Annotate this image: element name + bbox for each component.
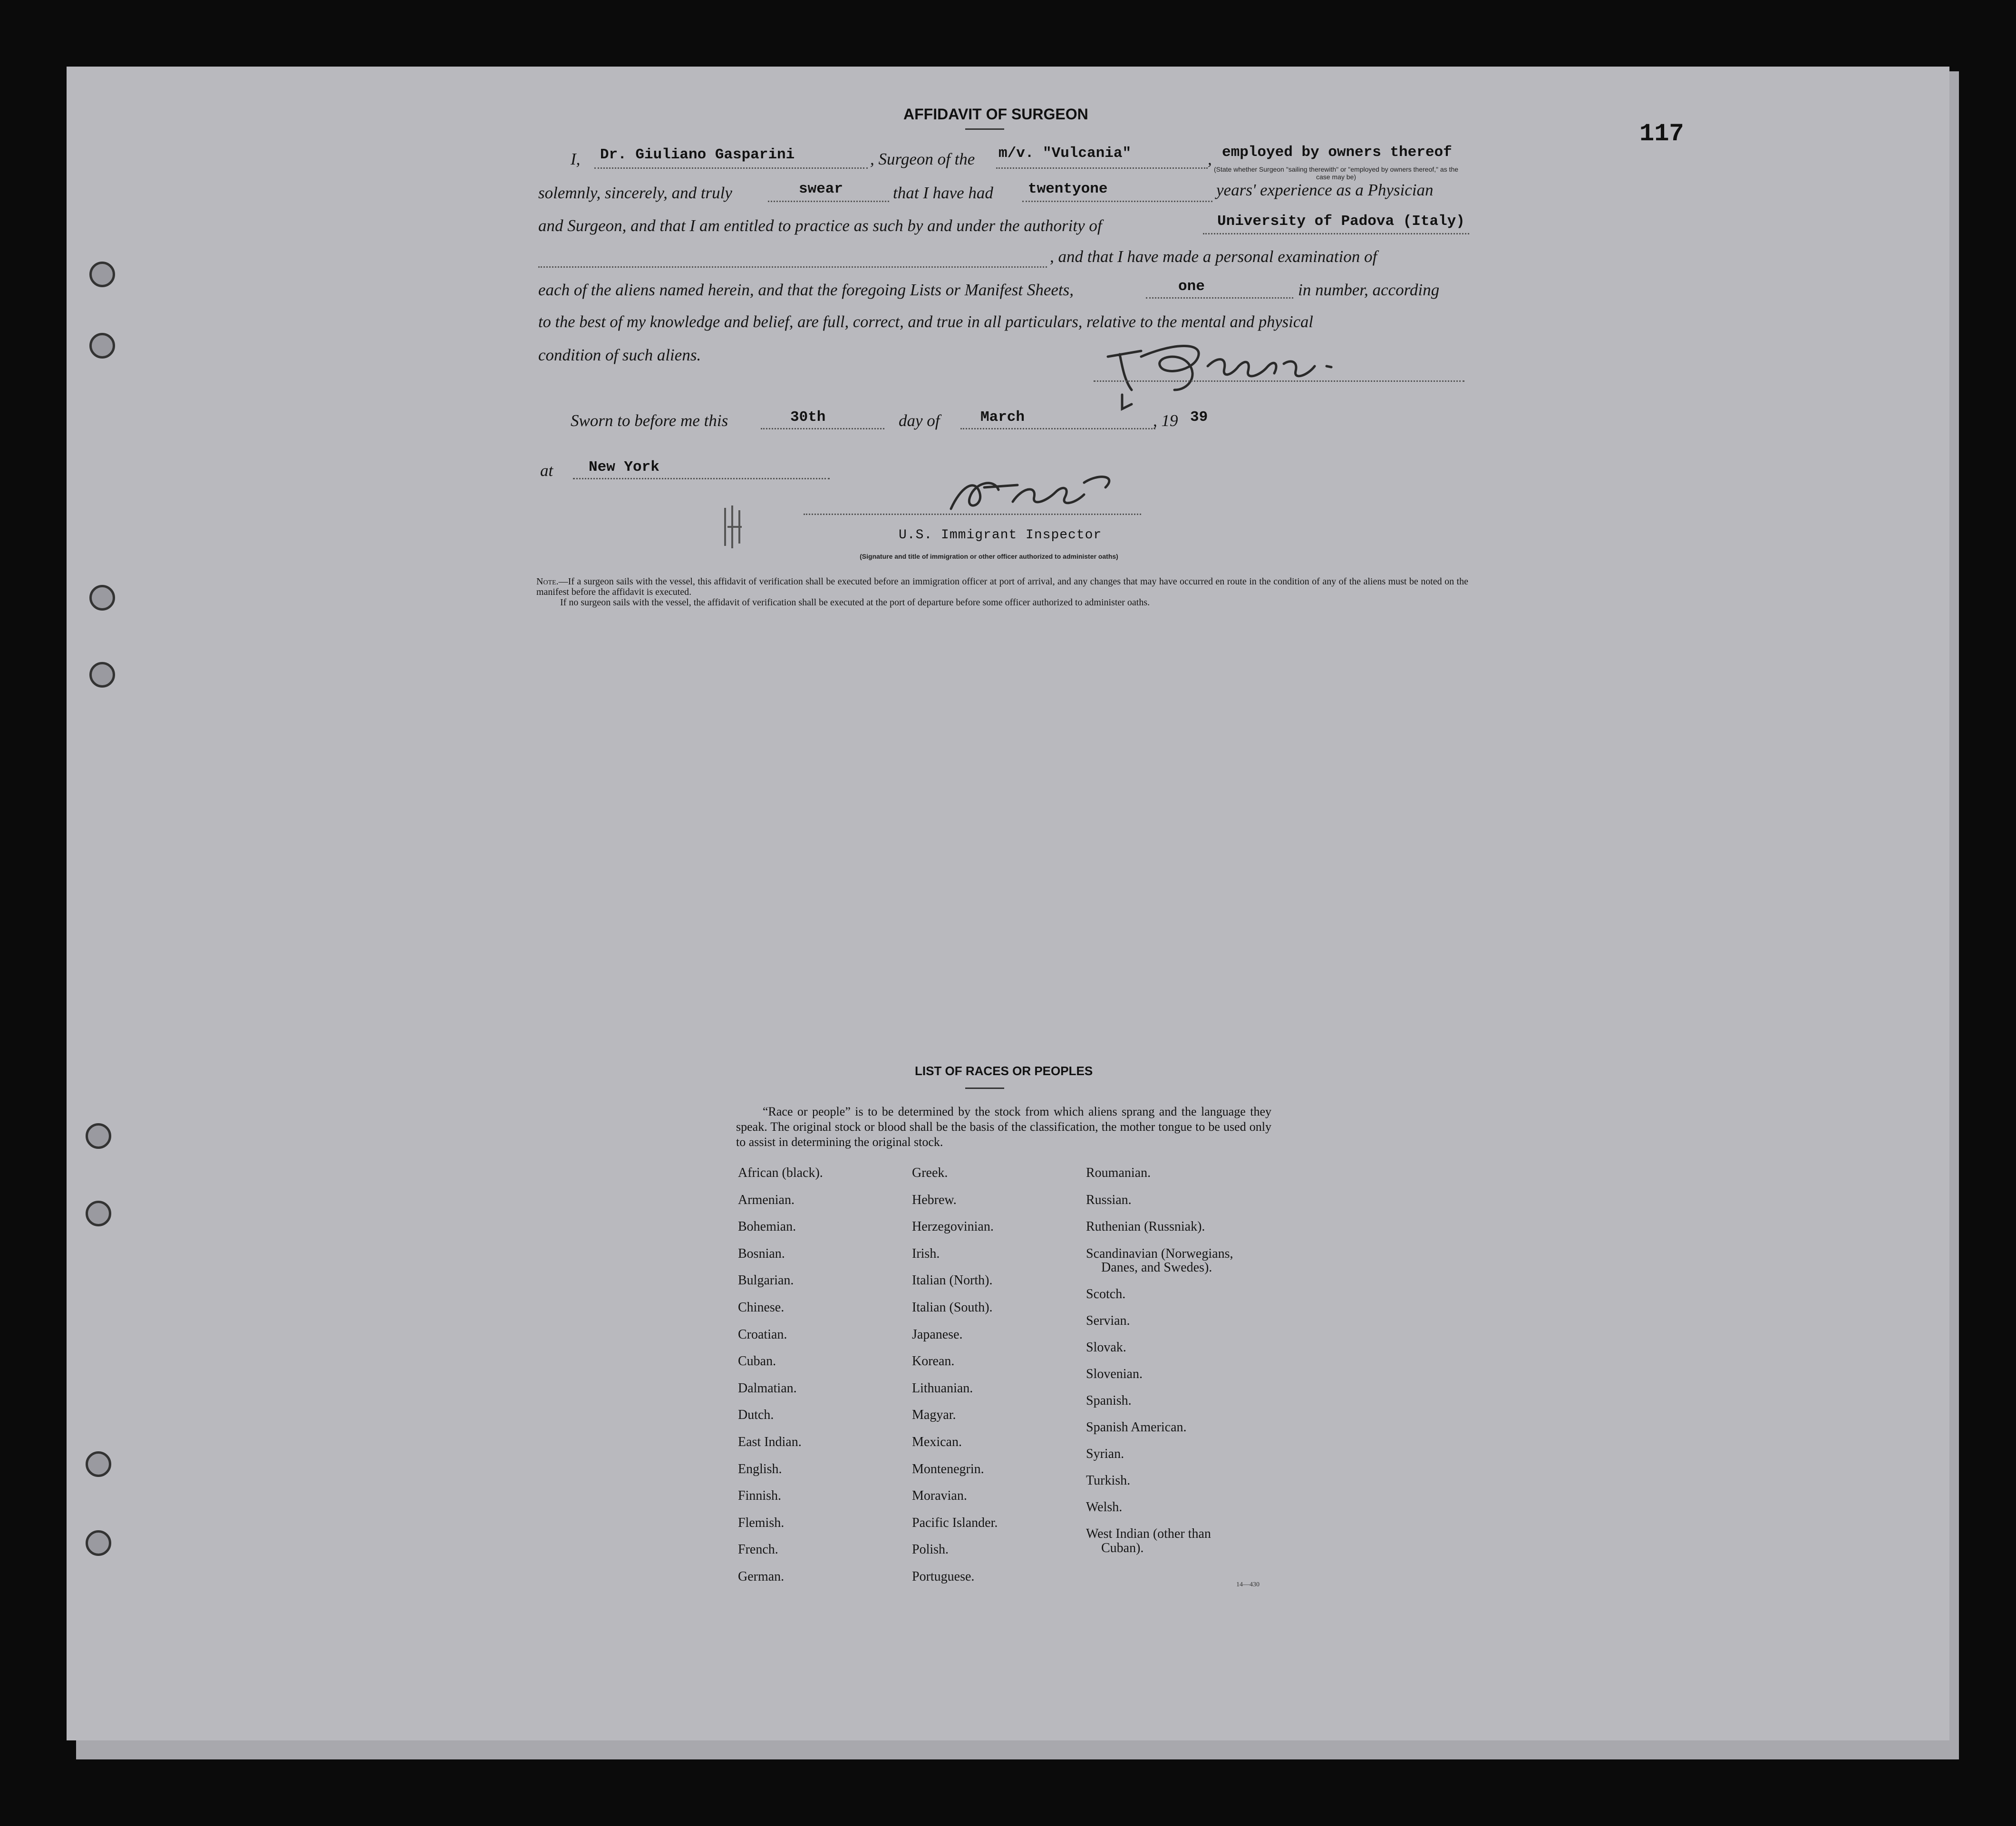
month-field: March (980, 409, 1025, 426)
race-item: Danes, and Swedes). (1101, 1260, 1212, 1275)
binder-hole (89, 262, 115, 287)
race-item: Armenian. (738, 1192, 795, 1207)
place-field: New York (589, 459, 659, 476)
race-item: Turkish. (1086, 1473, 1131, 1488)
field-underline (594, 167, 868, 169)
field-underline (1146, 297, 1293, 299)
affidavit-text: that I have had (893, 184, 993, 202)
race-item: Croatian. (738, 1327, 787, 1342)
affidavit-text: Sworn to before me this (571, 411, 728, 430)
race-item: Korean. (912, 1354, 955, 1369)
officer-caption: (Signature and title of immigration or other officer authorized to administer oaths) (860, 553, 1118, 560)
races-list-title: LIST OF RACES OR PEOPLES (915, 1064, 1093, 1078)
race-item: Flemish. (738, 1515, 785, 1530)
race-item: West Indian (other than (1086, 1526, 1211, 1541)
employment-note: (State whether Surgeon "sailing therewith" or "employed by owners thereof," as the case may be) (1213, 165, 1459, 181)
affidavit-text: , 19 (1153, 411, 1178, 430)
race-item: Slovak. (1086, 1340, 1126, 1355)
affidavit-text: solemnly, sincerely, and truly (538, 184, 732, 202)
field-underline (573, 478, 830, 479)
binder-hole (86, 1451, 111, 1477)
field-underline (538, 266, 1047, 268)
form-number: 14—430 (1236, 1581, 1260, 1588)
binder-hole (89, 662, 115, 688)
binder-hole (86, 1201, 111, 1226)
field-underline (761, 428, 884, 429)
race-item: Magyar. (912, 1408, 956, 1423)
race-item: Cuban). (1101, 1541, 1144, 1555)
years-field: twentyone (1028, 181, 1108, 197)
note-line-2: If no surgeon sails with the vessel, the affidavit of verification shall be executed at the port of departure before some officer authorized to administer oaths. (560, 597, 1150, 608)
race-item: East Indian. (738, 1435, 802, 1449)
race-item: Chinese. (738, 1300, 785, 1315)
employment-field: employed by owners thereof (1222, 144, 1452, 161)
race-item: Roumanian. (1086, 1166, 1151, 1180)
officer-signature (941, 468, 1141, 521)
race-item: Japanese. (912, 1327, 963, 1342)
affidavit-text: day of (899, 411, 940, 430)
affidavit-text: in number, according (1298, 281, 1440, 299)
year-field: 39 (1190, 409, 1208, 426)
vessel-field: m/v. "Vulcania" (998, 145, 1132, 162)
page-number: 117 (1639, 120, 1684, 148)
affidavit-text: condition of such aliens. (538, 346, 701, 364)
races-intro: “Race or people” is to be determined by the stock from which aliens sprang and the language they speak. The original stock or blood shall be the basis of the classification, the mother tongue to be used only to assist in determining the original stock. (736, 1105, 1271, 1149)
race-item: Welsh. (1086, 1500, 1123, 1515)
binder-hole (86, 1530, 111, 1556)
affidavit-text: years' experience as a Physician (1216, 181, 1434, 199)
affidavit-title: AFFIDAVIT OF SURGEON (903, 106, 1088, 123)
race-item: Hebrew. (912, 1192, 957, 1207)
note-line-1: —If a surgeon sails with the vessel, this affidavit of verification shall be executed before an immigration officer at port of arrival, and any changes that may have occurred en route in the condition of any of the aliens must be noted on the manifest before the affidavit is executed. (536, 576, 1468, 597)
surgeon-signature (1103, 338, 1407, 414)
stamp-mark (720, 503, 749, 551)
affidavit-text: , Surgeon of the (870, 150, 975, 168)
sheets-count-field: one (1178, 278, 1205, 295)
race-item: Bosnian. (738, 1246, 785, 1261)
officer-title: U.S. Immigrant Inspector (899, 528, 1102, 543)
field-underline (960, 428, 1155, 429)
binder-hole (89, 585, 115, 611)
race-item: Spanish. (1086, 1393, 1132, 1408)
signature-underline (1094, 380, 1464, 382)
race-item: Spanish American. (1086, 1420, 1187, 1435)
race-item: Italian (South). (912, 1300, 993, 1315)
affidavit-text: to the best of my knowledge and belief, are full, correct, and true in all particulars, relative to the mental and physical (538, 313, 1313, 331)
race-item: Lithuanian. (912, 1380, 973, 1396)
race-item: Portuguese. (912, 1569, 975, 1584)
race-item: Cuban. (738, 1354, 776, 1369)
field-underline (1022, 201, 1212, 202)
race-item: Servian. (1086, 1313, 1130, 1328)
race-item: Polish. (912, 1542, 949, 1557)
field-underline (996, 167, 1208, 169)
race-item: Scotch. (1086, 1287, 1126, 1302)
day-field: 30th (790, 409, 826, 426)
race-item: Bohemian. (738, 1219, 796, 1234)
race-item: Irish. (912, 1246, 940, 1261)
binder-hole (86, 1123, 111, 1149)
affidavit-text: , and that I have made a personal examination of (1050, 247, 1377, 266)
race-item: French. (738, 1542, 778, 1557)
race-item: German. (738, 1569, 785, 1584)
race-item: Russian. (1086, 1192, 1132, 1207)
authority-field: University of Padova (Italy) (1217, 213, 1465, 230)
race-item: Scandinavian (Norwegians, (1086, 1246, 1233, 1261)
race-item: Montenegrin. (912, 1461, 984, 1476)
field-underline (1203, 233, 1469, 234)
affidavit-note (536, 576, 1468, 608)
race-item: Pacific Islander. (912, 1515, 998, 1530)
field-underline (768, 201, 889, 202)
race-item: African (black). (738, 1166, 823, 1180)
note-label: Note. (536, 576, 559, 587)
race-item: Finnish. (738, 1488, 782, 1504)
race-item: Dalmatian. (738, 1380, 797, 1396)
race-item: Moravian. (912, 1488, 967, 1504)
race-item: English. (738, 1461, 782, 1476)
race-item: Bulgarian. (738, 1273, 794, 1288)
surgeon-name-field: Dr. Giuliano Gasparini (600, 146, 795, 163)
affidavit-text: at (540, 461, 553, 480)
affidavit-text: , (1208, 150, 1212, 168)
race-item: Dutch. (738, 1408, 774, 1423)
officer-signature-underline (804, 514, 1141, 515)
binder-hole (89, 333, 115, 359)
affidavit-text: and Surgeon, and that I am entitled to practice as such by and under the authority of (538, 216, 1102, 235)
race-item: Syrian. (1086, 1447, 1124, 1461)
race-item: Herzegovinian. (912, 1219, 994, 1234)
race-item: Italian (North). (912, 1273, 993, 1288)
oath-field: swear (799, 181, 843, 197)
race-item: Ruthenian (Russniak). (1086, 1219, 1205, 1234)
race-item: Mexican. (912, 1435, 962, 1449)
race-item: Greek. (912, 1166, 948, 1180)
title-rule (965, 128, 1004, 130)
title-rule (965, 1088, 1004, 1089)
race-item: Slovenian. (1086, 1367, 1143, 1381)
affidavit-text: each of the aliens named herein, and that the foregoing Lists or Manifest Sheets, (538, 281, 1074, 299)
affidavit-text: I, (571, 150, 581, 168)
